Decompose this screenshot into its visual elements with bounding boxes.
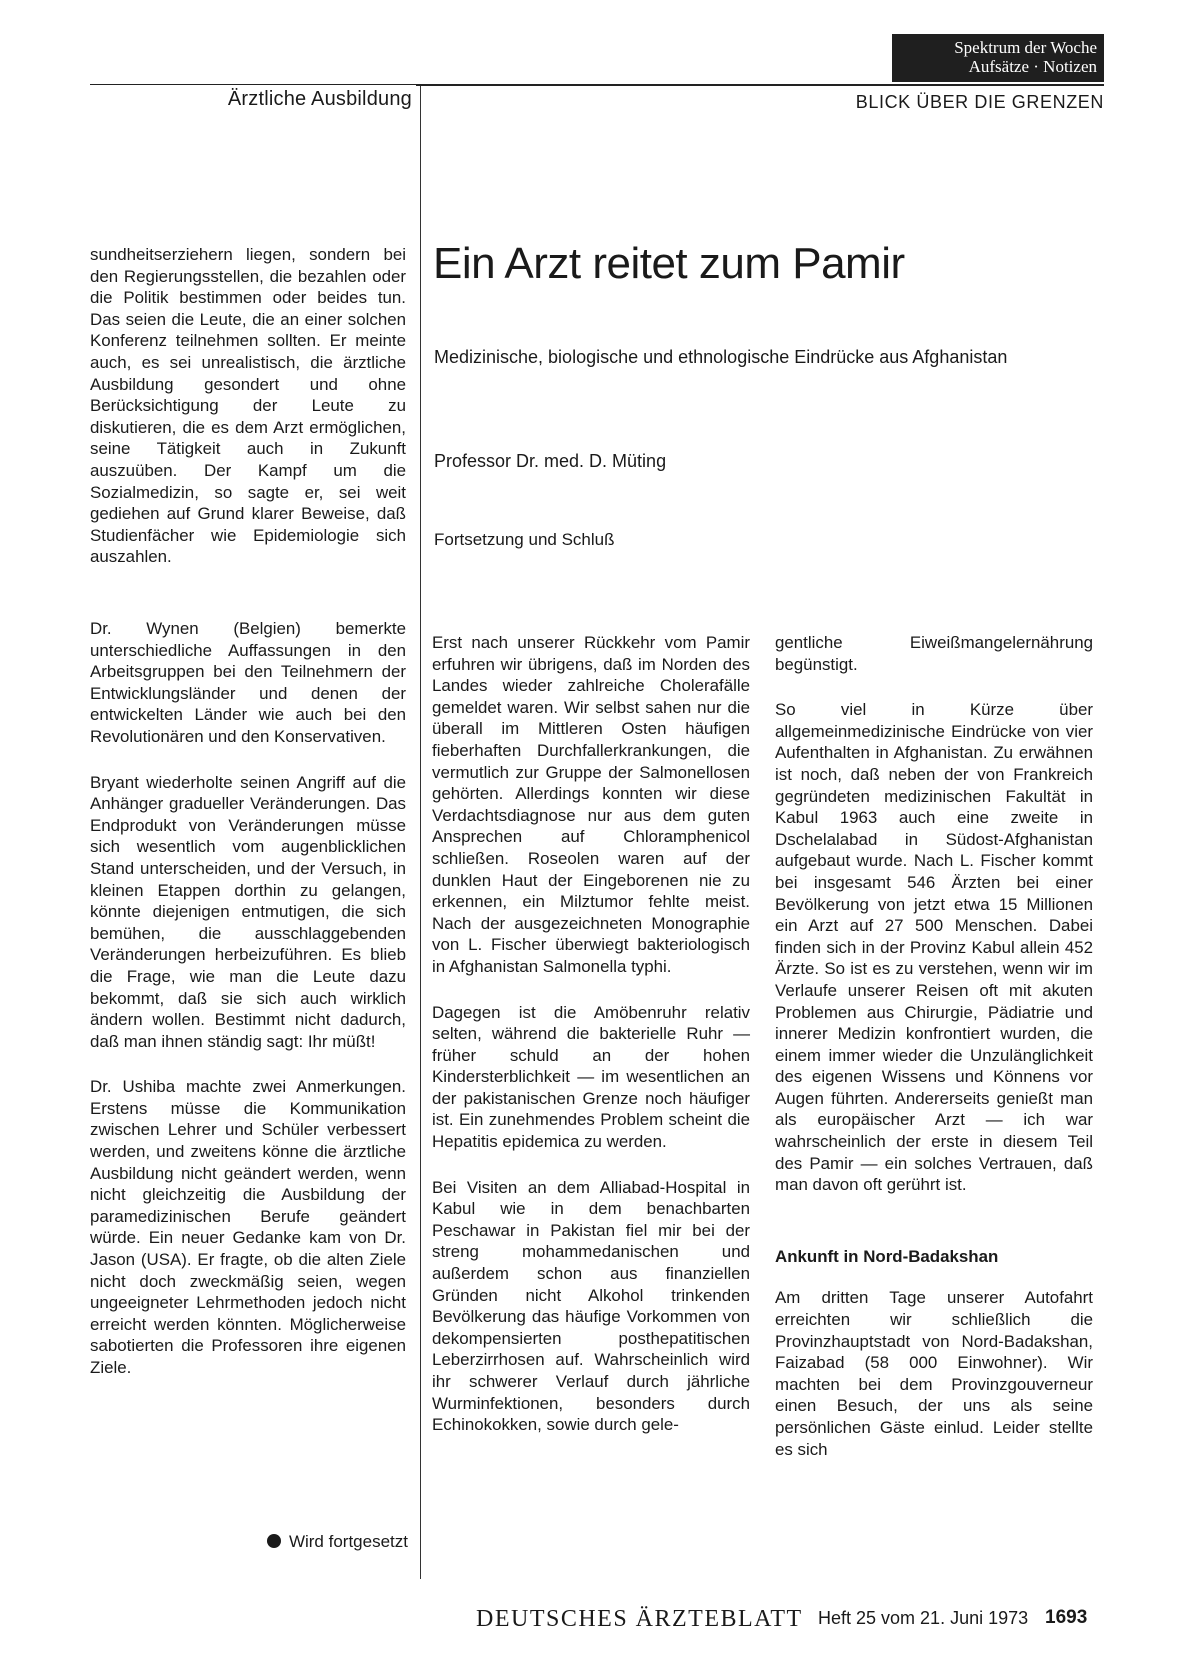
paragraph: Am dritten Tage unserer Autofahrt erreichten wir schließlich die Provinzhauptstadt von Nord-Badakshan, Faizabad (58 000 Einwohner). Wir machten bei dem Provinzgouverneur einen Besuch, der uns als seine persönlichen Gäste einlud. Leider stellte es sich: [775, 1288, 1093, 1459]
header-rule-right: [416, 84, 1104, 86]
paragraph: Bryant wiederholte seinen Angriff auf die Anhänger gradueller Veränderungen. Das Endprodukt von Veränderungen müsse sich wesentlich vom augenblicklichen Stand unterscheiden, und der Versuch, in kleinen Etappen dorthin zu gelangen, könnte diejenigen entmutigen, die sich bemühen, die ausschlaggebenden Veränderungen herbeizuführen. Es blieb die Frage, wie man die Leute dazu bekommt, daß sie sich auch wirklich ändern wollen. Bestimmt nicht dadurch, daß man ihnen ständig sagt: Ihr müßt!: [90, 772, 406, 1051]
article-title: Ein Arzt reitet zum Pamir: [433, 239, 905, 288]
left-section-title: Ärztliche Ausbildung: [227, 88, 412, 110]
issue-info: Heft 25 vom 21. Juni 1973: [818, 1608, 1029, 1628]
paragraph: Dr. Wynen (Belgien) bemerkte unterschiedliche Auffassungen in den Arbeitsgruppen bei den Teilnehmern der Entwicklungsländer und denen der entwickelten Länder wie auch bei den Revolutionären und den Konservativen.: [90, 619, 406, 746]
section-badge: [892, 34, 1104, 82]
left-column-bottom: [90, 618, 406, 1379]
paragraph: sundheitserziehern liegen, sondern bei den Regierungsstellen, die bezahlen oder die Politik bestimmen oder beides tun. Das seien die Leute, die an einer solchen Konferenz teilnehmen sollten. Er meinte auch, es sei unrealistisch, die ärztliche Ausbildung gesondert und ohne Berücksichtigung der Leute zu diskutieren, die es dem Arzt ermöglichen, seine Tätigkeit auch in Zukunft auszuüben. Der Kampf um die Sozialmedizin, so sagte er, sei weit gediehen auf Grund klarer Beweise, daß Studienfächer wie Epidemiologie sich auszahlen.: [90, 245, 406, 567]
paragraph: Erst nach unserer Rückkehr vom Pamir erfuhren wir übrigens, daß im Norden des Landes wieder zahlreiche Cholerafälle gemeldet waren. Wir selbst sahen nur die überall im Mittleren Osten häufigen fieberhaften Durchfallerkrankungen, die vermutlich zur Gruppe der Salmonellosen gehörten. Allerdings konnten wir diese Verdachtsdiagnose nur aus dem guten Ansprechen auf Chloramphenicol schließen. Roseolen waren auf der dunklen Haut der Eingeborenen nie zu erkennen, ein Milztumor fehlte meist. Nach der ausgezeichneten Monographie von L. Fischer überwiegt bakteriologisch in Afghanistan Salmonella typhi.: [432, 633, 750, 976]
right-section-title: BLICK ÜBER DIE GRENZEN: [855, 92, 1104, 112]
continued-label: Wird fortgesetzt: [288, 1532, 408, 1551]
column-divider: [420, 86, 421, 1579]
paragraph: gentliche Eiweißmangelernährung begünstigt.: [775, 633, 1093, 674]
continuation-note: Fortsetzung und Schluß: [434, 530, 615, 549]
bullet-icon: [267, 1534, 281, 1548]
paragraph: Dr. Ushiba machte zwei Anmerkungen. Erstens müsse die Kommunikation zwischen Lehrer und Schüler verbessert werden, und zweitens könne die ärztliche Ausbildung nicht geändert werden, wenn nicht gleichzeitig die Ausbildung der paramedizinischen Berufe geändert würde. Ein neuer Gedanke kam von Dr. Jason (USA). Er fragte, ob die alten Ziele nicht doch zweckmäßig seien, wegen ungeeigneter Lehrmethoden jedoch nicht erreicht werden könnten. Möglicherweise sabotierten die Professoren ihre eigenen Ziele.: [90, 1077, 406, 1377]
left-column-top: [90, 244, 406, 568]
middle-column: [432, 632, 750, 1436]
badge-line-2: Aufsätze · Notizen: [968, 57, 1097, 76]
article-author: Professor Dr. med. D. Müting: [434, 451, 667, 471]
paragraph: Bei Visiten an dem Alliabad-Hospital in Kabul wie in dem benachbarten Peschawar in Pakistan fiel mir bei der streng mohammedanischen und außerdem schon aus finanziellen Gründen nicht Alkohol trinkenden Bevölkerung das häufige Vorkommen von dekompensierten posthepatitischen Leberzirrhosen auf. Wahrscheinlich wird ihr schwerer Verlauf durch jährliche Wurminfektionen, besonders durch Echinokokken, sowie durch gele-: [432, 1177, 750, 1435]
badge-line-1: Spektrum der Woche: [954, 38, 1097, 57]
page-number: 1693: [1045, 1607, 1088, 1628]
paragraph: So viel in Kürze über allgemeinmedizinische Eindrücke von vier Aufenthalten in Afghanistan. Zu erwähnen ist noch, daß neben der von Frankreich gegründeten medizinischen Fakultät in Kabul 1963 auch eine zweite in Dschelalabad in Südost-Afghanistan aufgebaut wurde. Nach L. Fischer kommt bei insgesamt 546 Ärzten bei einer Bevölkerung von jetzt etwa 15 Millionen ein Arzt auf 27 500 Menschen. Dabei finden sich in der Provinz Kabul allein 452 Ärzte. So ist es zu verstehen, wenn wir im Verlaufe unserer Reisen oft mit akuten Problemen aus Chirurgie, Pädiatrie und innerer Medizin konfrontiert wurden, die einem immer wieder die Unzulänglichkeit des eigenen Wissens und Könnens vor Augen führten. Andererseits genießt man als europäischer Arzt — ich war wahrscheinlich der erste in diesem Teil des Pamir — ein solches Vertrauen, daß man davon oft gerührt ist.: [775, 700, 1093, 1195]
paragraph: Dagegen ist die Amöbenruhr relativ selten, während die bakterielle Ruhr — früher schuld an der hohen Kindersterblichkeit — im wesentlichen an der pakistanischen Grenze noch häufiger ist. Ein zunehmendes Problem scheint die Hepatitis epidemica zu werden.: [432, 1002, 750, 1152]
journal-name: DEUTSCHES ÄRZTEBLATT: [476, 1606, 803, 1632]
section-subhead: Ankunft in Nord-Badakshan: [775, 1246, 999, 1266]
article-subtitle: Medizinische, biologische und ethnologische Eindrücke aus Afghanistan: [434, 347, 1008, 367]
right-column: [775, 632, 1093, 1460]
continued-marker: [228, 1531, 408, 1553]
